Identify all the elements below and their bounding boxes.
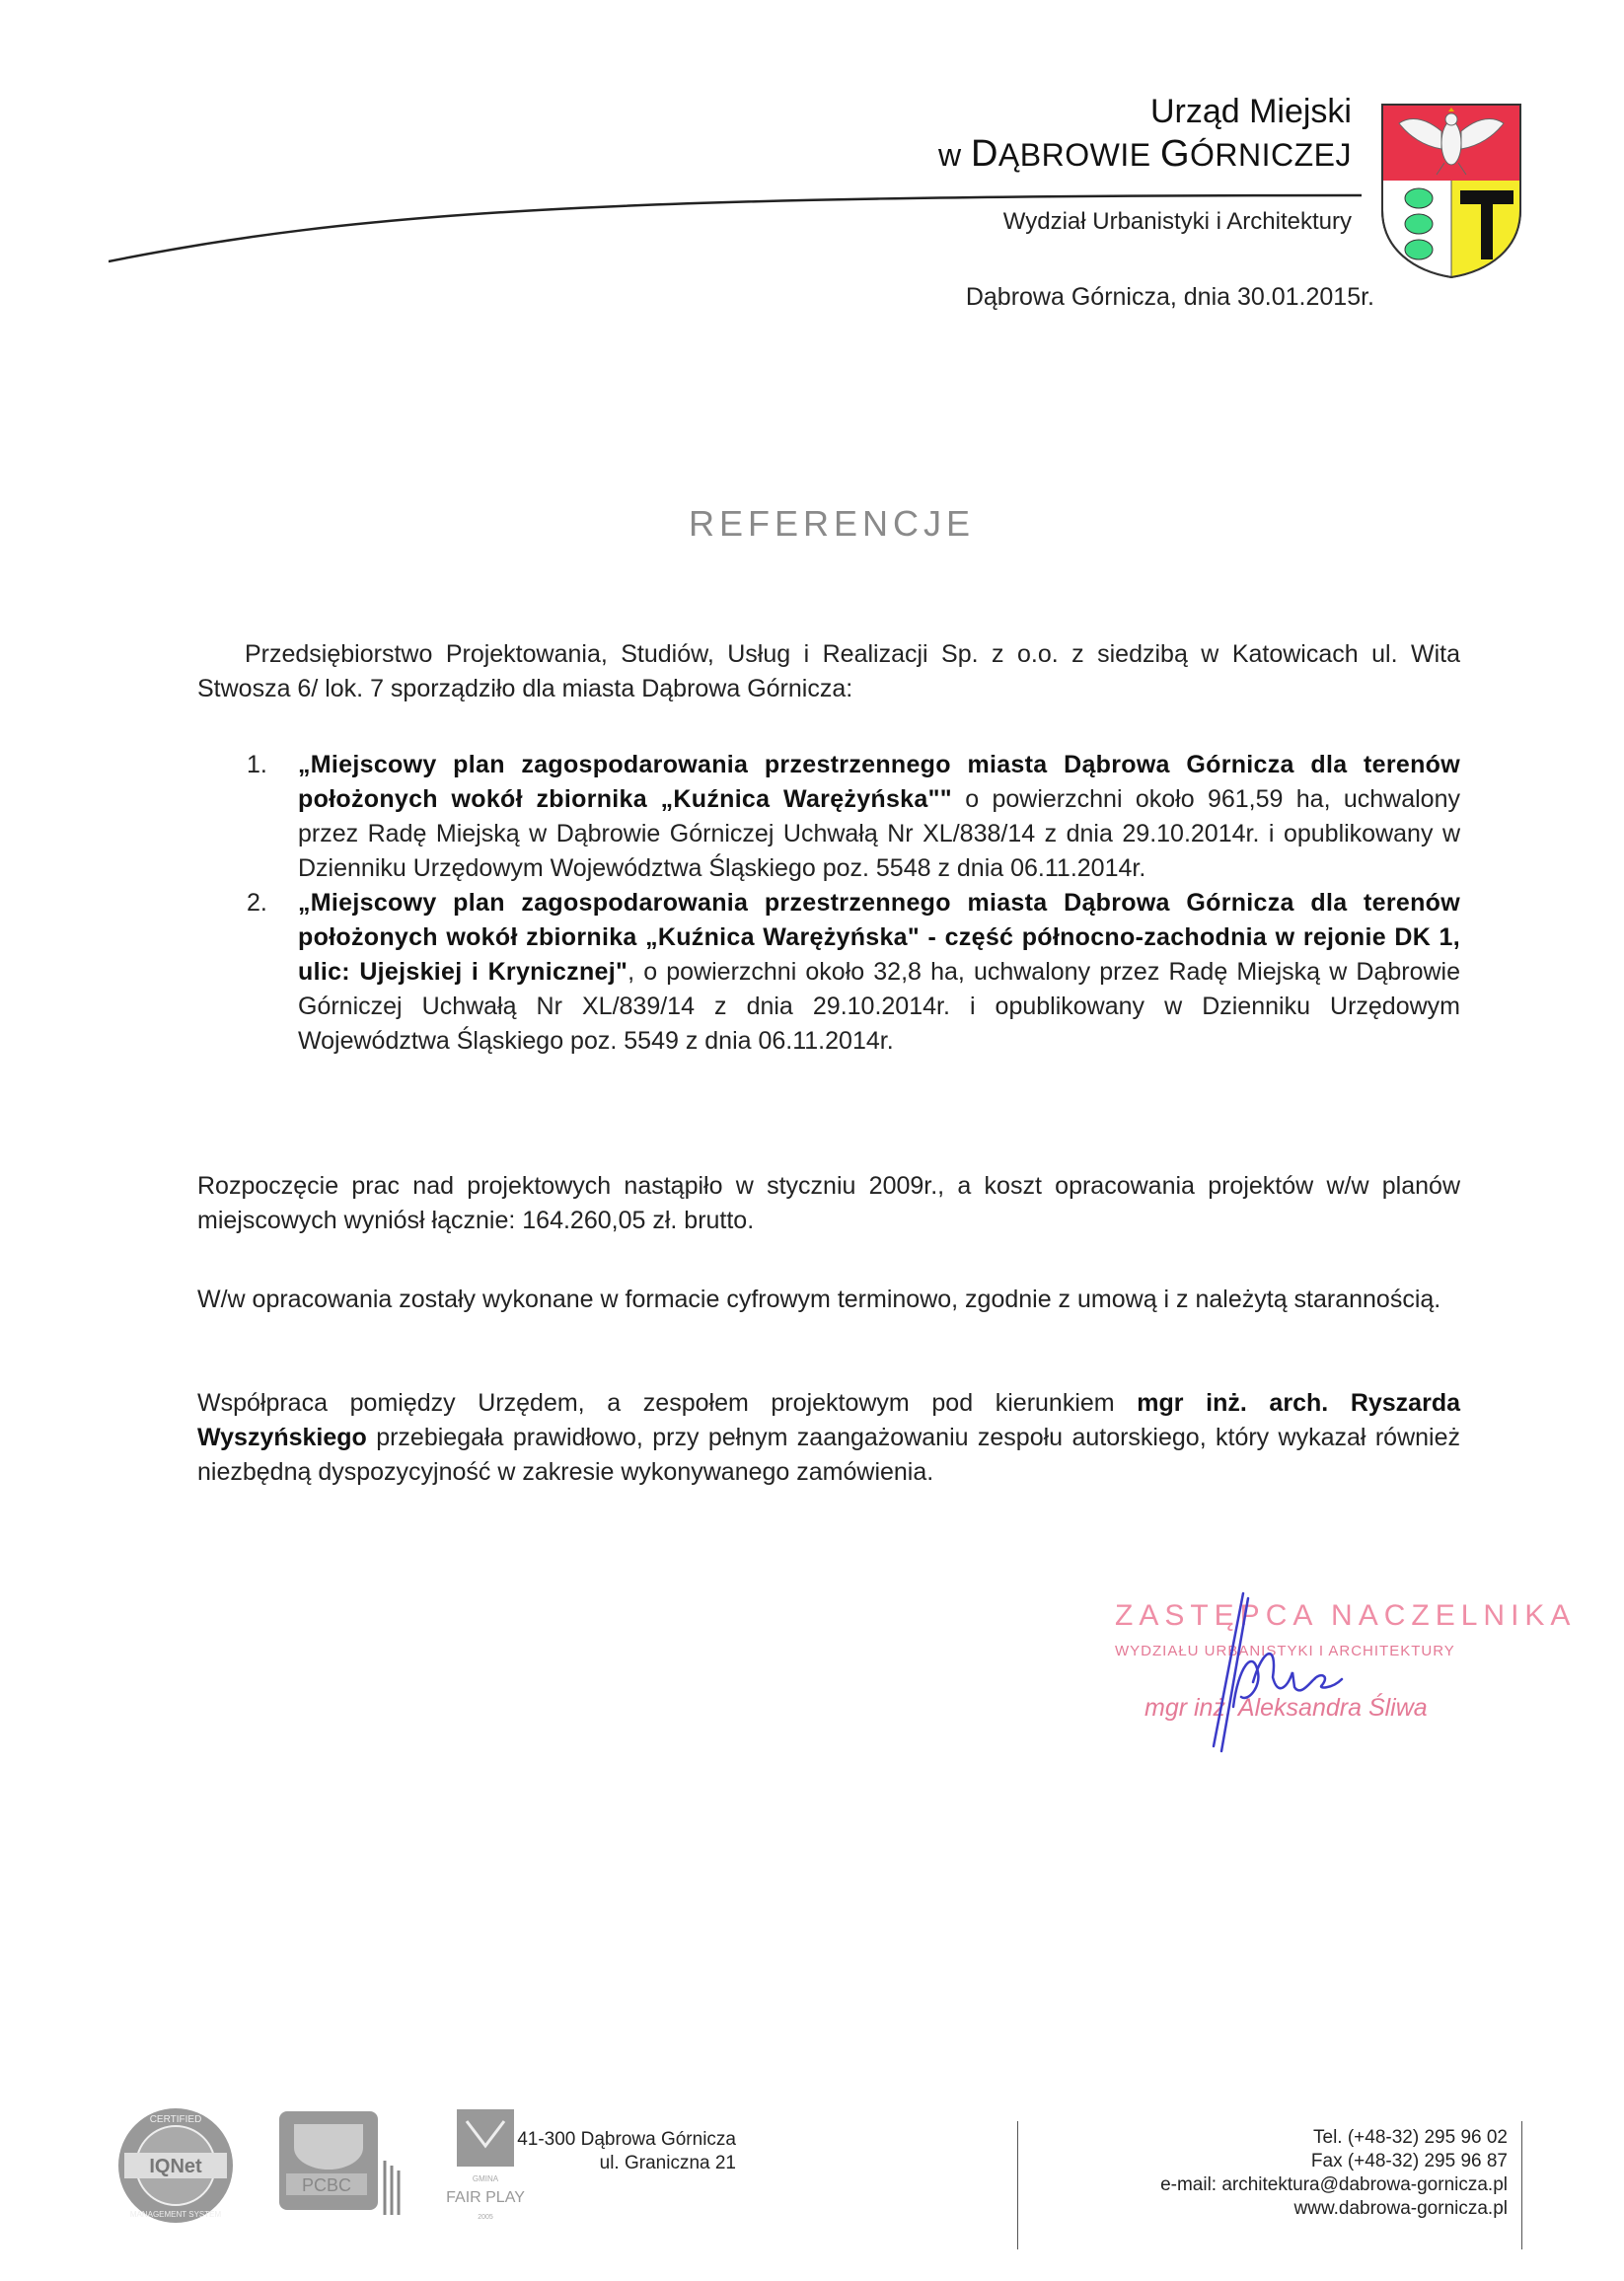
pcbc-text: PCBC <box>301 2175 352 2195</box>
stamp-title: ZASTĘPCA NACZELNIKA <box>1115 1599 1577 1632</box>
email-address[interactable]: e-mail: architektura@dabrowa-gornicza.pl <box>1160 2174 1508 2195</box>
plans-list <box>247 748 1460 1059</box>
list-item-text: „Miejscowy plan zagospodarowania przestrzennego miasta Dąbrowa Górnicza dla terenów położonych wokół zbiornika „Kuźnica Warężyńska"" o powierzchni około 961,59 ha, uchwalony przez Radę Miejską w Dąbrowie Górniczej Uchwałą Nr XL/838/14 z dnia 29.10.2014r. i opublikowany w Dzienniku Urzędowym Województwa Śląskiego poz. 5548 z dnia 06.11.2014r. <box>298 751 1460 882</box>
iqnet-top-text: CERTIFIED <box>149 2114 202 2125</box>
office-location-prefix: w <box>937 137 971 173</box>
cooperation-paragraph: Współpraca pomiędzy Urzędem, a zespołem projektowym pod kierunkiem mgr inż. arch. Ryszarda Wyszyńskiego przebiegała prawidłowo, przy pełnym zaangażowaniu zespołu autorskiego, który wykazał również niezbędną dyspozycyjność w zakresie wykonywanego zamówienia. <box>197 1389 1460 1486</box>
stamp-signatory: mgr inż. Aleksandra Śliwa <box>1144 1694 1428 1722</box>
document-date: Dąbrowa Górnicza, dnia 30.01.2015r. <box>965 283 1374 311</box>
pcbc-logo-icon <box>279 2111 399 2215</box>
fairplay-logo-icon <box>446 2109 525 2221</box>
list-item-number: 1. <box>247 751 267 778</box>
office-name: Urząd Miejski <box>1149 93 1352 130</box>
phone-number: Tel. (+48-32) 295 96 02 <box>1313 2127 1508 2148</box>
office-location-part-1: ĄBROWIE <box>997 137 1160 173</box>
list-item <box>247 886 1460 1059</box>
office-location-initial-g: G <box>1159 133 1190 175</box>
document-title: REFERENCJE <box>688 503 976 544</box>
certification-logos <box>116 2106 570 2235</box>
address-line-1: 41-300 Dąbrowa Górnicza <box>517 2129 736 2150</box>
fairplay-year-text: 2005 <box>478 2214 493 2221</box>
footer-divider <box>1017 2121 1018 2249</box>
list-item-number: 2. <box>247 889 267 917</box>
list-item <box>247 748 1460 886</box>
quality-paragraph: W/w opracowania zostały wykonane w formacie cyfrowym terminowo, zgodnie z umową i z należytą starannością. <box>197 1286 1441 1313</box>
department-name: Wydział Urbanistyki i Architektury <box>1002 208 1352 235</box>
office-location <box>938 132 1352 177</box>
list-item-text: „Miejscowy plan zagospodarowania przestrzennego miasta Dąbrowa Górnicza dla terenów położonych wokół zbiornika „Kuźnica Warężyńska" - część północno-zachodnia w rejonie DK 1, ulic: Ujejskiej i Krynicznej", o powierzchni około 32,8 ha, uchwalony przez Radę Miejską w Dąbrowie Górniczej Uchwałą Nr XL/839/14 z dnia 29.10.2014r. i opublikowany w Dzienniku Urzędowym Województwa Śląskiego poz. 5549 z dnia 06.11.2014r. <box>298 889 1460 1055</box>
city-coat-of-arms-icon <box>1379 102 1523 279</box>
handwritten-signature-icon <box>1194 1588 1391 1756</box>
intro-paragraph: Przedsiębiorstwo Projektowania, Studiów, Usług i Realizacji Sp. z o.o. z siedzibą w Katowicach ul. Wita Stwosza 6/ lok. 7 sporządziło dla miasta Dąbrowa Górnicza: <box>197 640 1460 702</box>
fairplay-main-text: FAIR PLAY <box>446 2189 525 2206</box>
footer-divider-right <box>1521 2121 1522 2249</box>
office-header <box>938 91 1352 177</box>
footer-address <box>517 2128 736 2175</box>
office-location-initial-d: D <box>970 133 998 175</box>
fax-number: Fax (+48-32) 295 96 87 <box>1310 2151 1508 2171</box>
fairplay-top-text: GMINA <box>472 2174 499 2183</box>
address-line-2: ul. Graniczna 21 <box>599 2153 736 2173</box>
stamp-department: WYDZIAŁU URBANISTYKI I ARCHITEKTURY <box>1115 1643 1455 1659</box>
footer-contact <box>1160 2126 1508 2221</box>
website-link[interactable]: www.dabrowa-gornicza.pl <box>1293 2198 1508 2219</box>
iqnet-bottom-text: MANAGEMENT SYSTEM <box>129 2210 222 2219</box>
iqnet-logo-icon <box>118 2108 233 2223</box>
acorn-icon <box>1405 188 1433 259</box>
office-location-part-2: ÓRNICZEJ <box>1190 137 1352 173</box>
iqnet-text: IQNet <box>149 2156 202 2177</box>
costs-paragraph: Rozpoczęcie prac nad projektowych nastąpiło w styczniu 2009r., a koszt opracowania projektów w/w planów miejscowych wyniósł łącznie: 164.260,05 zł. brutto. <box>197 1172 1460 1234</box>
